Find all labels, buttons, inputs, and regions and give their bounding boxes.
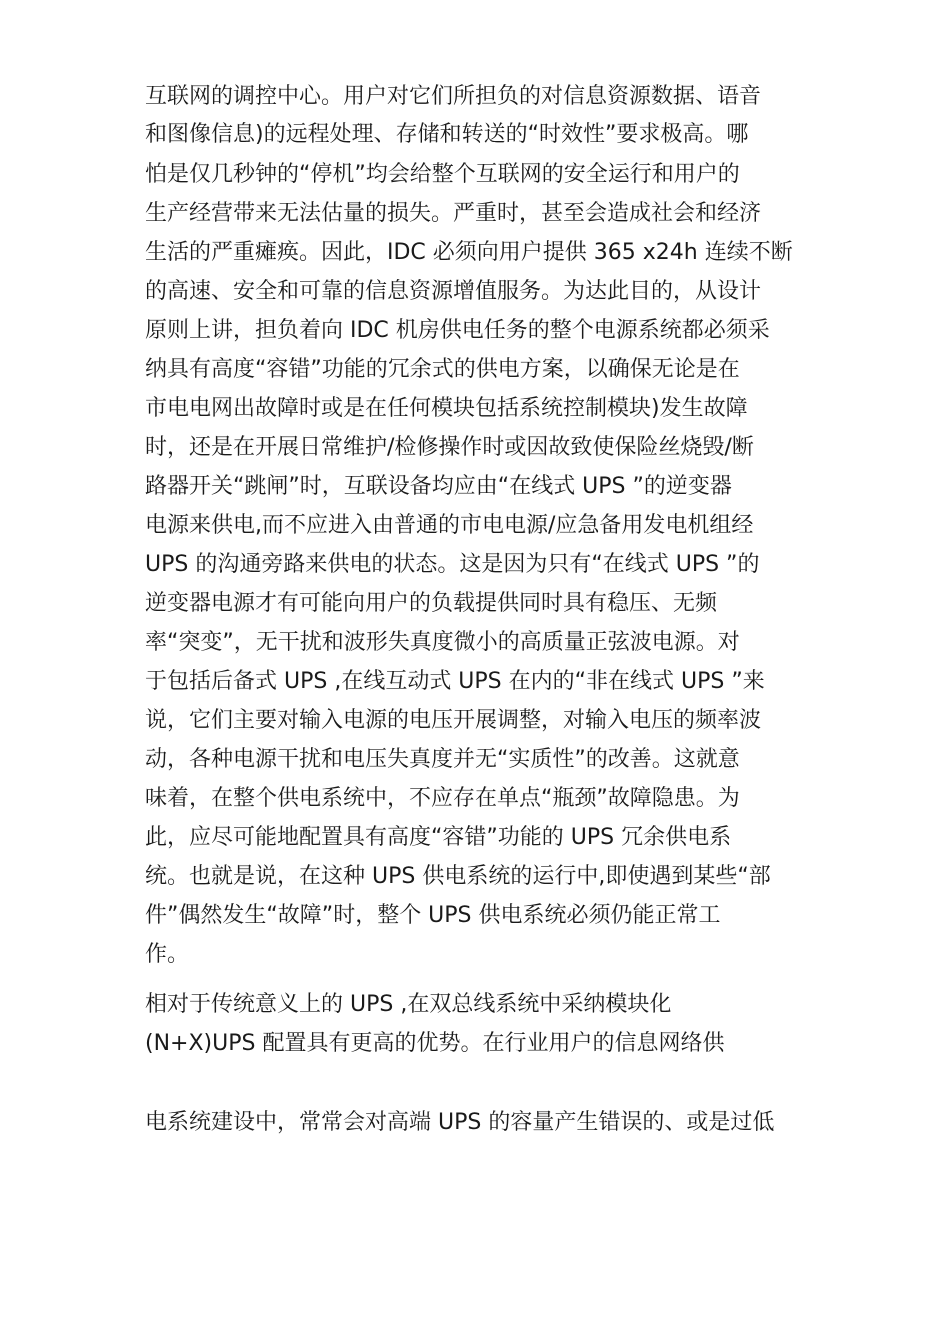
- text-line: 电系统建设中，常常会对高端 UPS 的容量产生错误的、或是过低: [145, 1110, 775, 1135]
- text-line: 时，还是在开展日常维护/检修操作时或因故致使保险丝烧毁/断: [145, 435, 754, 460]
- text-line: 相对于传统意义上的 UPS ,在双总线系统中采纳模块化: [145, 992, 672, 1017]
- text-line: 于包括后备式 UPS ,在线互动式 UPS 在内的“非在线式 UPS ”来: [145, 669, 765, 694]
- text-line: 的高速、安全和可靠的信息资源增值服务。为达此目的，从设计: [145, 279, 762, 304]
- text-line: 动，各种电源干扰和电压失真度并无“实质性”的改善。这就意: [145, 747, 740, 772]
- text-line: 作。: [145, 942, 190, 967]
- text-line: 纳具有高度“容错”功能的冗余式的供电方案，以确保无论是在: [145, 357, 740, 382]
- text-line: 市电电网出故障时或是在任何模块包括系统控制模块)发生故障: [145, 396, 748, 421]
- text-line: 生活的严重瘫痪。因此，IDC 必须向用户提供 365 x24h 连续不断: [145, 240, 793, 265]
- text-line: 原则上讲，担负着向 IDC 机房供电任务的整个电源系统都必须采: [145, 318, 770, 343]
- text-line: 说，它们主要对输入电源的电压开展调整，对输入电压的频率波: [145, 708, 762, 733]
- text-line: 此，应尽可能地配置具有高度“容错”功能的 UPS 冗余供电系: [145, 825, 732, 850]
- text-line: 味着，在整个供电系统中，不应存在单点“瓶颈”故障隐患。为: [145, 786, 740, 811]
- text-line: UPS 的沟通旁路来供电的状态。这是因为只有“在线式 UPS ”的: [145, 552, 760, 577]
- text-line: 电源来供电,而不应进入由普通的市电电源/应急备用发电机组经: [145, 513, 754, 538]
- text-line: 率“突变”，无干扰和波形失真度微小的高质量正弦波电源。对: [145, 630, 740, 655]
- text-line: 路器开关“跳闸”时，互联设备均应由“在线式 UPS ”的逆变器: [145, 474, 732, 499]
- text-line: 逆变器电源才有可能向用户的负载提供同时具有稳压、无频: [145, 591, 718, 616]
- text-line: 生产经营带来无法估量的损失。严重时，甚至会造成社会和经济: [145, 201, 762, 226]
- text-line: 互联网的调控中心。用户对它们所担负的对信息资源数据、语音: [145, 84, 762, 109]
- text-line: 件”偶然发生“故障”时，整个 UPS 供电系统必须仍能正常工: [145, 903, 721, 928]
- text-line: (N+X)UPS 配置具有更高的优势。在行业用户的信息网络供: [145, 1031, 725, 1056]
- text-line: 怕是仅几秒钟的“停机”均会给整个互联网的安全运行和用户的: [145, 162, 740, 187]
- text-line: 和图像信息)的远程处理、存储和转送的“时效性”要求极高。哪: [145, 122, 749, 147]
- text-line: 统。也就是说，在这种 UPS 供电系统的运行中,即使遇到某些“部: [145, 864, 771, 889]
